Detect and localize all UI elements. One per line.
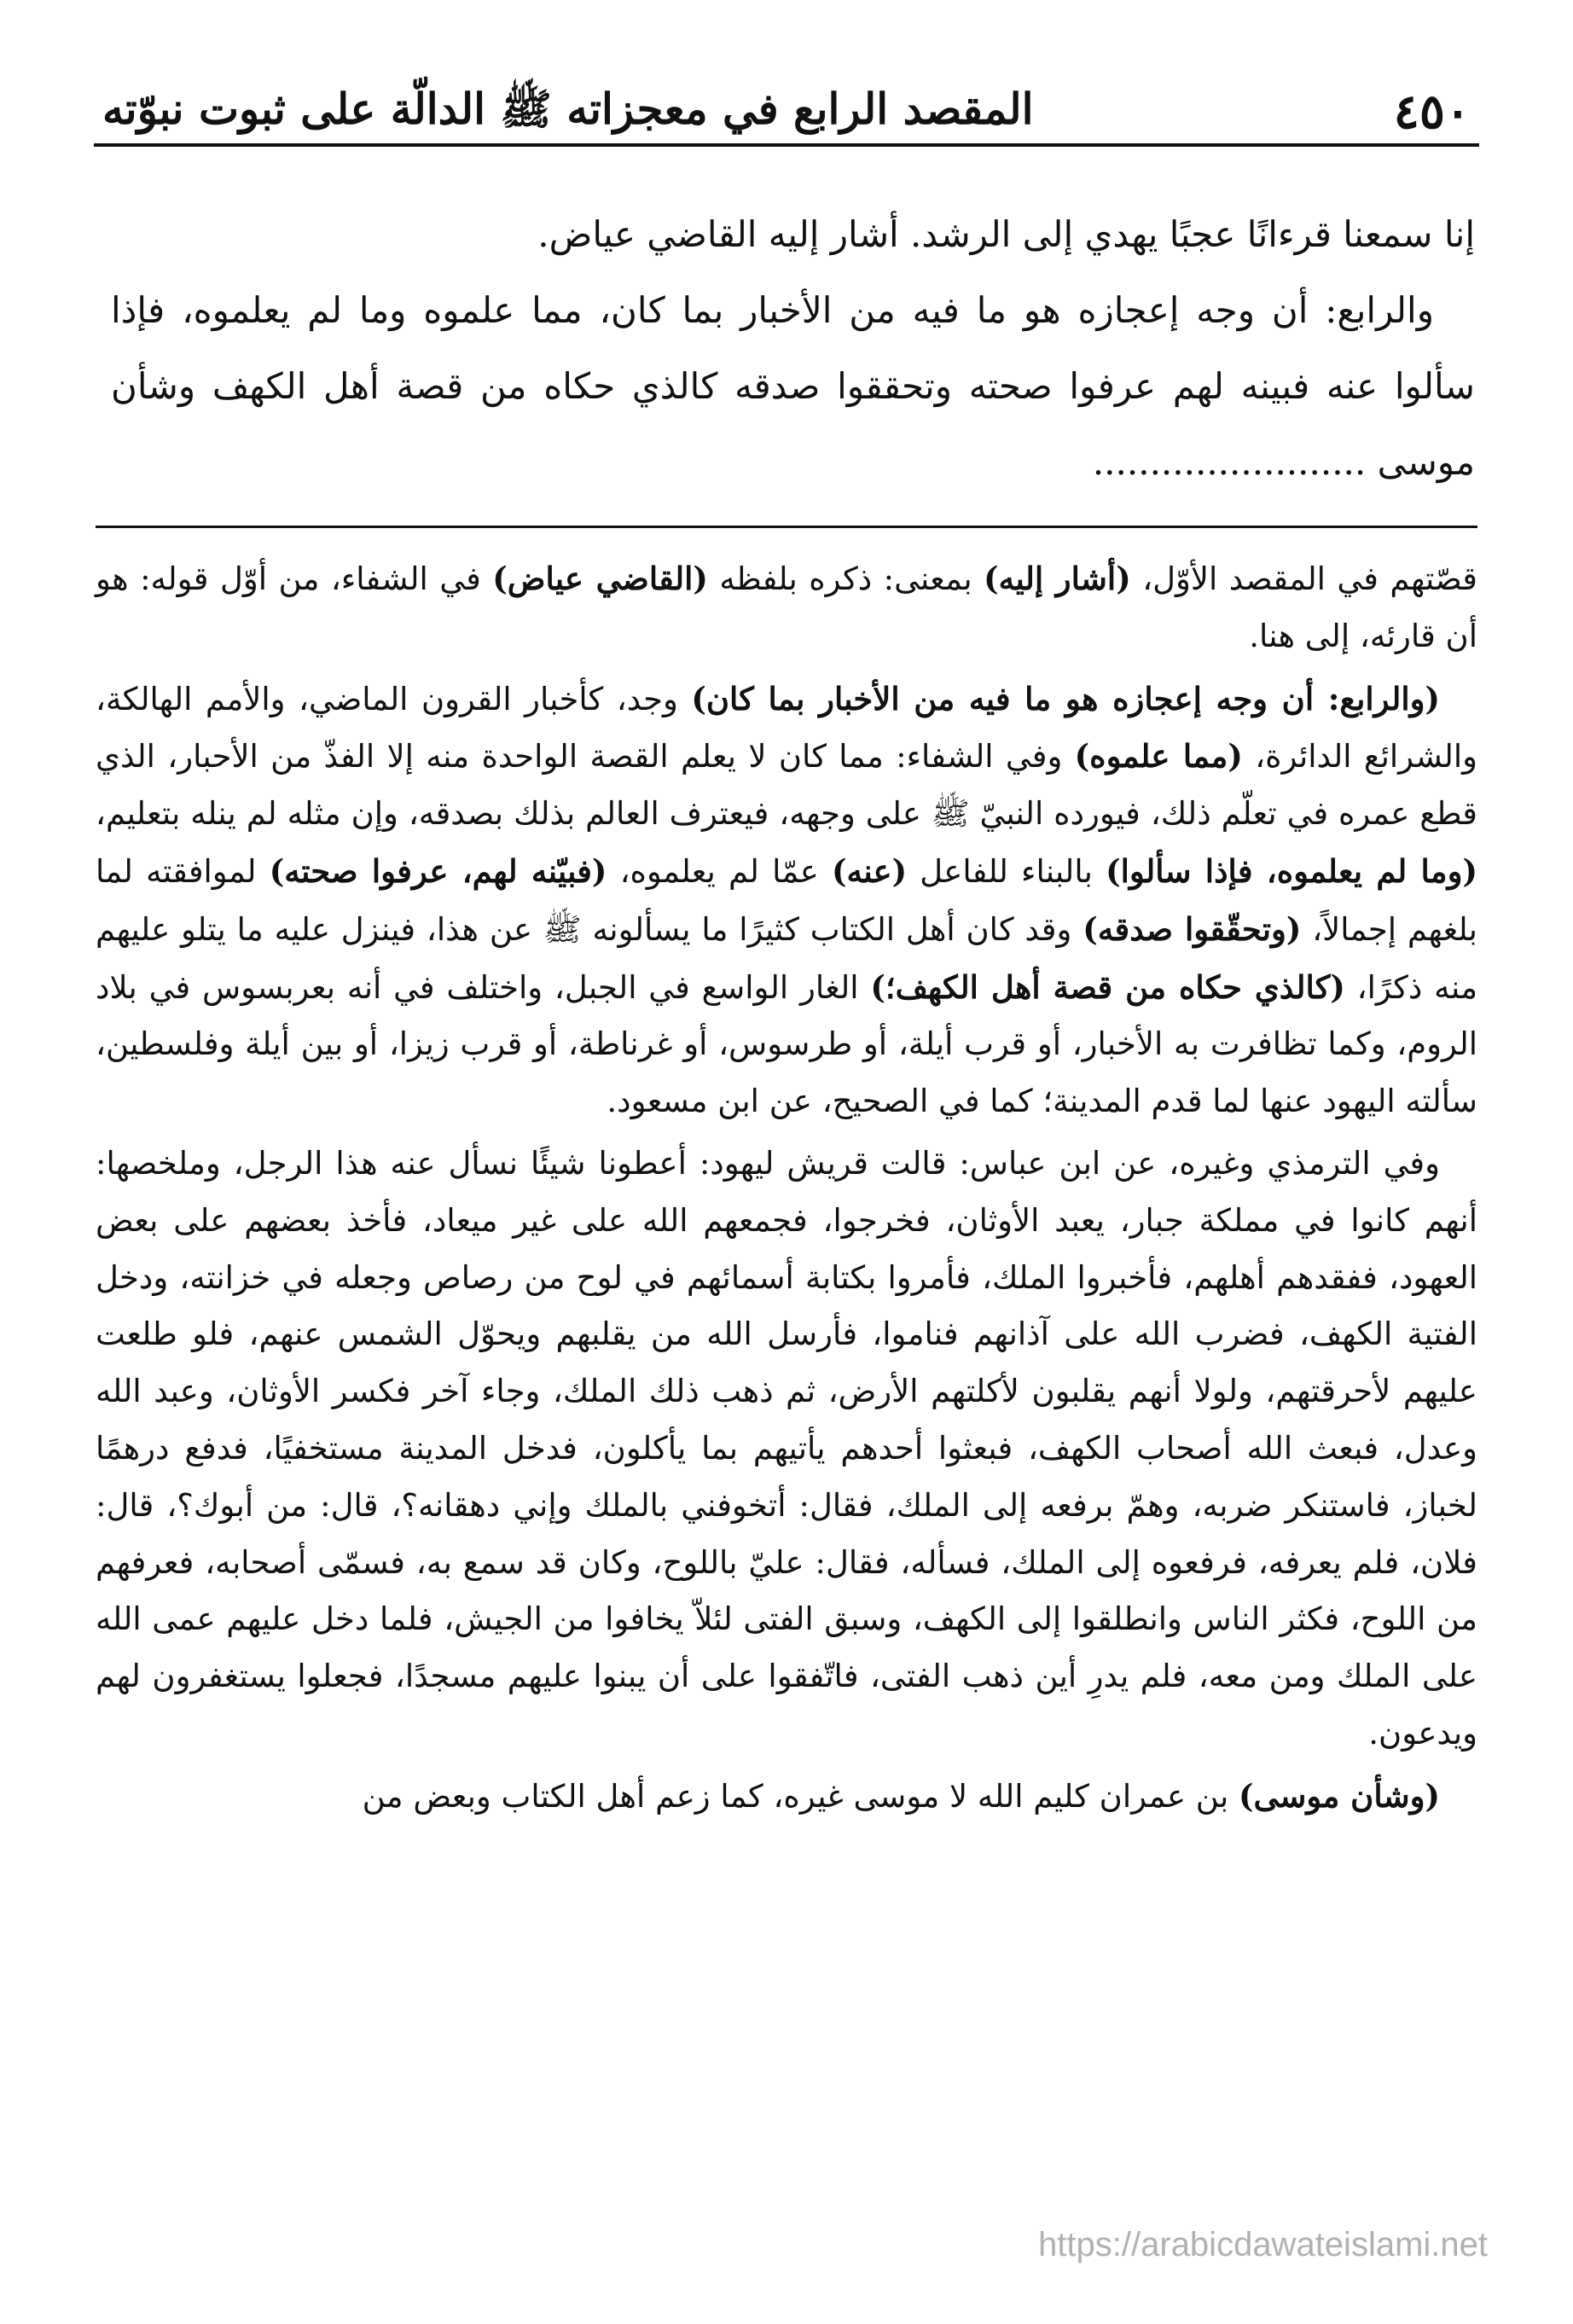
- page-number: ٤٥٠: [1393, 84, 1471, 140]
- commentary-quoted-phrase: (وشأن موسى): [1239, 1776, 1440, 1815]
- main-text: [111, 196, 1475, 500]
- main-paragraph-2: والرابع: أن وجه إعجازه هو ما فيه من الأخبار بما كان، مما علموه وما لم يعلموه، فإذا سألوا عنه فبينه لهم عرفوا صحته وتحققوا صدقه كالذي حكاه من قصة أهل الكهف وشأن موسى ........................: [111, 289, 1475, 483]
- commentary-quoted-phrase: (والرابع: أن وجه إعجازه هو ما فيه من الأخبار بما كان): [691, 679, 1441, 718]
- source-watermark: https://arabicdawateislami.net: [1038, 2226, 1488, 2263]
- commentary-quoted-phrase: (مما علموه): [1074, 737, 1243, 776]
- commentary-paragraph-1: [96, 550, 1477, 665]
- commentary-segment: قصّتهم في المقصد الأوّل،: [1130, 561, 1477, 597]
- commentary-quoted-phrase: (وتحقّقوا صدقه): [1083, 909, 1302, 948]
- commentary-quoted-phrase: (أشار إليه): [984, 560, 1131, 597]
- commentary-quoted-phrase: (كالذي حكاه من قصة أهل الكهف؛): [870, 967, 1345, 1006]
- commentary-segment: لموافقته لما بلغهم إجمالاً،: [96, 852, 1477, 948]
- commentary-segment: وجد، كأخبار القرون الماضي، والأمم الهالكة، والشرائع الدائرة،: [96, 680, 1478, 776]
- commentary-paragraph-4: [96, 1768, 1477, 1826]
- commentary-segment: الغار الواسع في الجبل، واختلف في أنه بعربسوس في بلاد الروم، وكما تظافرت به الأخبار، أو قرب أيلة، أو طرسوس، أو غرناطة، أو قرب زيزا، أو بين أيلة وفلسطين، سألته اليهود عنها لما قدم المدينة؛ كما في الصحيح، عن ابن مسعود.: [96, 968, 1477, 1120]
- commentary-segment: وفي الشفاء: مما كان لا يعلم القصة الواحدة منه إلا الفذّ من الأحبار، الذي قطع عمره في تعلّم ذلك، فيورده النبيّ ﷺ على وجهه، فيعترف العالم بذلك بصدقه، وإن مثله لم ينله بتعليم،: [96, 738, 1477, 833]
- main-paragraph-1: إنا سمعنا قرءانًا عجبًا يهدي إلى الرشد. أشار إليه القاضي عياض.: [537, 213, 1475, 255]
- commentary-segment: في الشفاء، من أوّل قوله: هو أن قارئه، إلى هنا.: [96, 561, 1477, 654]
- commentary: [96, 550, 1477, 1831]
- commentary-segment: عمّا لم يعلموه،: [607, 852, 832, 890]
- commentary-quoted-phrase: (القاضي عياض): [492, 560, 708, 597]
- page-header: [85, 77, 1488, 145]
- running-title: المقصد الرابع في معجزاته ﷺ الدالّة على ثبوت نبوّته: [102, 84, 1034, 134]
- header-divider: [94, 143, 1479, 147]
- main-text-divider: [96, 526, 1477, 528]
- commentary-segment: بمعنى: ذكره بلفظه: [707, 561, 984, 597]
- commentary-paragraph-2: [96, 671, 1477, 1130]
- commentary-quoted-phrase: (فبيّنه لهم، عرفوا صحته): [269, 851, 607, 890]
- commentary-paragraph-3: وفي الترمذي وغيره، عن ابن عباس: قالت قريش ليهود: أعطونا شيئًا نسأل عنه هذا الرجل، وملخصها: أنهم كانوا في مملكة جبار، يعبد الأوثان، فخرجوا، فجمعهم الله على غير ميعاد، فأخذ بعضهم على بعض العهود، ففقدهم أهلهم، فأخبروا الملك، فأمروا بكتابة أسمائهم في لوح من رصاص وجعله في خزانته، ودخل الفتية الكهف، فضرب الله على آذانهم فناموا، فأرسل الله من يقلبهم ويحوّل الشمس عنهم، فلو طلعت عليهم لأحرقتهم، ولولا أنهم يقلبون لأكلتهم الأرض، ثم ذهب ذلك الملك، وجاء آخر فكسر الأوثان، وعبد الله وعدل، فبعث الله أصحاب الكهف، فبعثوا أحدهم يأتيهم بما يأكلون، فدخل المدينة مستخفيًا، فدفع درهمًا لخباز، فاستنكر ضربه، وهمّ برفعه إلى الملك، فقال: أتخوفني بالملك وإني دهقانه؟، قال: من أبوك؟، قال: فلان، فلم يعرفه، فرفعوه إلى الملك، فسأله، فقال: عليّ باللوح، وكان قد سمع به، فسمّى أصحابه، فعرفهم من اللوح، فكثر الناس وانطلقوا إلى الكهف، وسبق الفتى لئلاّ يخافوا من الجيش، فلما دخل عليهم عمى الله على الملك ومن معه، فلم يدرِ أين ذهب الفتى، فاتّفقوا على أن يبنوا عليهم مسجدًا، فجعلوا يستغفرون لهم ويدعون.: [96, 1144, 1477, 1752]
- commentary-segment: بالبناء للفاعل: [907, 852, 1106, 890]
- commentary-quoted-phrase: (عنه): [832, 851, 908, 890]
- commentary-quoted-phrase: (وما لم يعلموه، فإذا سألوا): [1106, 851, 1477, 890]
- commentary-segment: بن عمران كليم الله لا موسى غيره، كما زعم أهل الكتاب وبعض من: [362, 1777, 1239, 1815]
- commentary-segment: وقد كان أهل الكتاب كثيرًا ما يسألونه ﷺ عن هذا، فينزل عليه ما يتلو عليهم منه ذكرًا،: [96, 910, 1478, 1006]
